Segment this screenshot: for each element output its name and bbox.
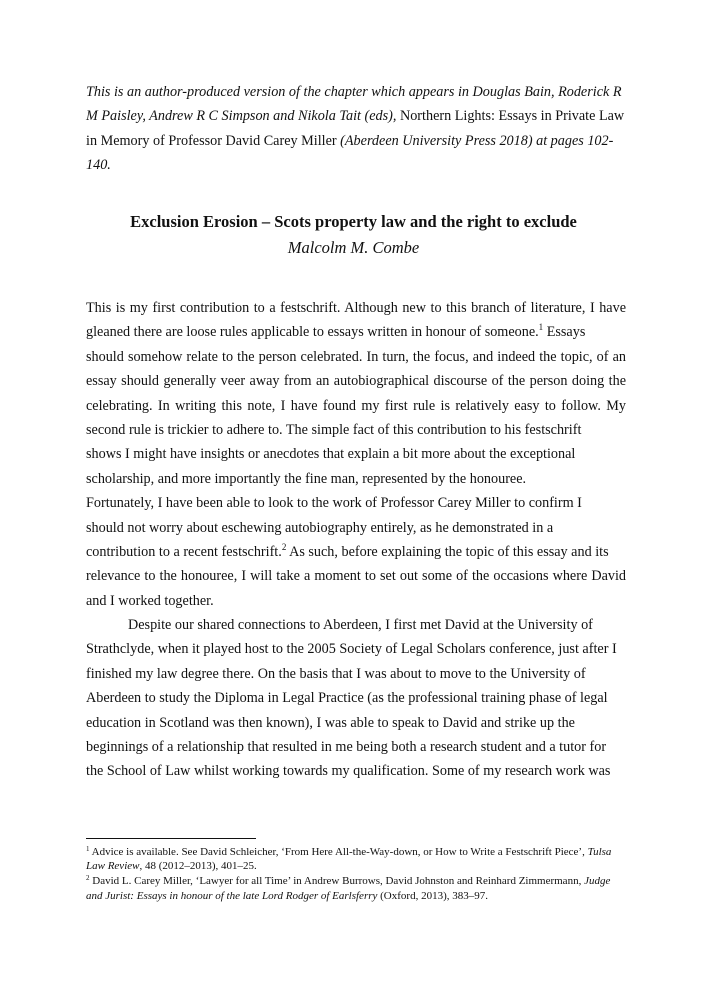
body-line: shows I might have insights or anecdotes that explain a bit more about the exceptional [86, 446, 576, 463]
body-line-text: contribution to a recent festschrift. [86, 543, 282, 560]
body-line-text: Essays [543, 324, 586, 341]
footnote-journal: Tulsa Law Review [86, 846, 612, 873]
body-line: education in Scotland was then known), I was able to speak to David and strike up the [86, 714, 575, 731]
footnote-2 [86, 874, 626, 902]
body-line: scholarship, and more importantly the fine man, represented by the honouree. [86, 470, 527, 487]
footnote-ref-2[interactable]: 2 [281, 541, 287, 552]
body-line: relevance to the honouree, I will take a moment to set out some of the occasions where David [86, 568, 626, 585]
chapter-author: Malcolm M. Combe [287, 238, 420, 257]
footnote-text: Advice is available. See David Schleicher, ‘From Here All-the-Way-down, or How to Write a Festschrift Piece’, [89, 846, 588, 858]
body-line-text: As such, before explaining the topic of this essay and its [286, 543, 609, 560]
body-line: Despite our shared connections to Aberdeen, I first met David at the University of [128, 617, 593, 634]
body-line: the School of Law whilst working towards my qualification. Some of my research work was [86, 763, 611, 780]
preamble-lead: This is an author-produced version of the chapter which appears in Douglas Bain, Roderick R M Paisley, Andrew R C Simpson and Nikola Tait (eds), [86, 84, 622, 125]
footnote-text: (Oxford, 2013), 383–97. [377, 889, 488, 902]
body-line: and I worked together. [86, 592, 214, 609]
body-line: Fortunately, I have been able to look to the work of Professor Carey Miller to confirm I [86, 495, 582, 512]
body-line: celebrating. In writing this note, I have found my first rule is relatively easy to follow. My [86, 397, 626, 414]
body-line: beginnings of a relationship that resulted in me being both a research student and a tutor for [86, 739, 607, 756]
body-line: Aberdeen to study the Diploma in Legal Practice (as the professional training phase of legal [86, 690, 608, 707]
preamble-book-title: Northern Lights: Essays in Private Law in Memory of Professor David Carey Miller [86, 108, 625, 149]
body-line: finished my law degree there. On the basis that I was about to move to the University of [86, 665, 586, 682]
footnote-number: 1 [86, 845, 90, 853]
footnote-number: 2 [86, 874, 90, 883]
preamble-note [86, 80, 626, 178]
preamble-publisher: (Aberdeen University Press 2018) at pages 102-140. [86, 132, 614, 174]
body-line: second rule is trickier to adhere to. The simple fact of this contribution to his festschrift [86, 421, 582, 438]
body-line: should somehow relate to the person celebrated. In turn, the focus, and indeed the topic, of an [86, 348, 626, 365]
footnote-ref-1[interactable]: 1 [538, 322, 544, 333]
footnote-book: Judge and Jurist: Essays in honour of the late Lord Rodger of Earlsferry [86, 875, 611, 902]
footnote-1 [86, 845, 626, 873]
body-text [86, 296, 626, 784]
footnote-separator [86, 838, 256, 839]
footnotes [86, 845, 626, 904]
chapter-title: Exclusion Erosion – Scots property law and the right to exclude [130, 212, 577, 231]
footnote-text: David L. Carey Miller, ‘Lawyer for all Time’ in Andrew Burrows, David Johnston and Reinhard Zimmermann, [89, 875, 585, 888]
body-line [86, 320, 626, 344]
body-line: Strathclyde, when it played host to the 2005 Society of Legal Scholars conference, just after I [86, 641, 617, 658]
body-line: should not worry about eschewing autobiography entirely, as he demonstrated in a [86, 519, 554, 536]
footnote-text: , 48 (2012–2013), 401–25. [139, 860, 257, 873]
body-line: essay should generally veer away from an autobiographical discourse of the person doing the [86, 373, 626, 390]
body-line: This is my first contribution to a festschrift. Although new to this branch of literature, I have [86, 300, 626, 316]
body-line [86, 540, 626, 564]
body-line-text: gleaned there are loose rules applicable to essays written in honour of someone. [86, 324, 539, 341]
